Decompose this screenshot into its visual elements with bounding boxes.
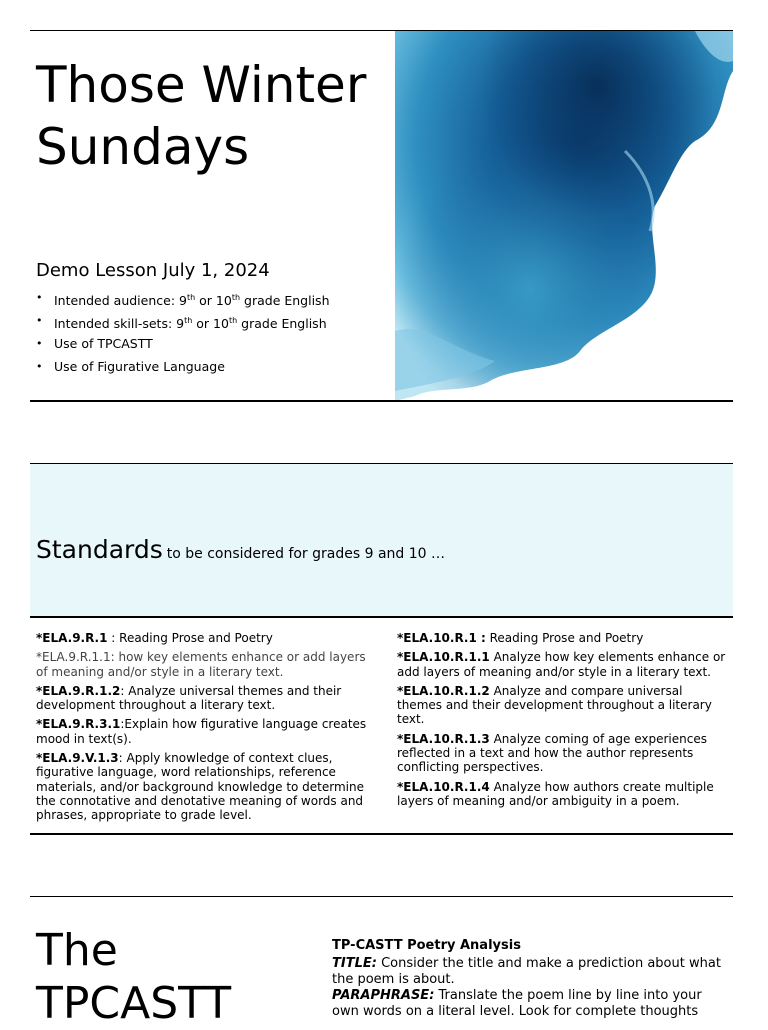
bullet-item: • Use of TPCASTT — [36, 334, 330, 357]
standards-grade9-column — [36, 631, 374, 828]
standard-item: *ELA.10.R.1.1 Analyze how key elements enhance or add layers of meaning and/or style in a literary text. — [397, 650, 726, 679]
slide1-bullet-list — [36, 288, 330, 380]
standards-heading: Standards to be considered for grades 9 and 10 … — [36, 535, 446, 564]
slide2-bottom-rule — [30, 833, 733, 835]
tpcastt-heading: TP-CASTT Poetry Analysis — [332, 938, 521, 953]
standard-item: *ELA.10.R.1 : Reading Prose and Poetry — [397, 631, 644, 645]
standard-item: *ELA.9.R.1 : Reading Prose and Poetry — [36, 631, 273, 645]
slide1-title: Those Winter Sundays — [36, 56, 367, 176]
bullet-item: • Intended audience: 9th or 10th grade English — [36, 288, 330, 311]
standard-item: *ELA.10.R.1.2 Analyze and compare universal themes and their development throughout a literary text. — [397, 683, 712, 727]
standard-item: *ELA.10.R.1.3 Analyze coming of age experiences reflected in a text and how the author represents conflicting perspectives. — [397, 731, 707, 775]
standards-band-rule — [30, 616, 733, 618]
tpcastt-item: PARAPHRASE: Translate the poem line by line into your own words on a literal level. Look for complete thoughts — [332, 988, 702, 1019]
slide1-subtitle: Demo Lesson July 1, 2024 — [36, 260, 270, 281]
tpcastt-description — [332, 938, 730, 1020]
standard-item: *ELA.9.R.3.1:Explain how figurative language creates mood in text(s). — [36, 717, 367, 746]
watercolor-svg — [395, 31, 733, 401]
slide3-top-rule — [30, 896, 733, 897]
slide3-title: The TPCASTT — [36, 925, 232, 1029]
standard-item: *ELA.10.R.1.4 Analyze how authors create multiple layers of meaning and/or ambiguity in a poem. — [397, 779, 714, 808]
standard-item: *ELA.9.V.1.3: Apply knowledge of context clues, figurative language, word relationships, reference materials, and/or background knowledge to determine the connotative and denotative meaning of words and phrases, appropriate to grade level. — [36, 751, 365, 823]
tpcastt-item: TITLE: Consider the title and make a prediction about what the poem is about. — [332, 956, 721, 987]
standard-item: *ELA.9.R.1.1: how key elements enhance or add layers of meaning and/or style in a literary text. — [36, 650, 366, 679]
slide1-bottom-rule — [30, 400, 733, 402]
standards-grade10-column — [397, 631, 730, 813]
bullet-item: • Intended skill-sets: 9th or 10th grade English — [36, 311, 330, 334]
standard-item: *ELA.9.R.1.2: Analyze universal themes and their development throughout a literary text. — [36, 683, 342, 713]
bullet-item: • Use of Figurative Language — [36, 357, 330, 380]
blue-watercolor-image — [395, 31, 733, 401]
